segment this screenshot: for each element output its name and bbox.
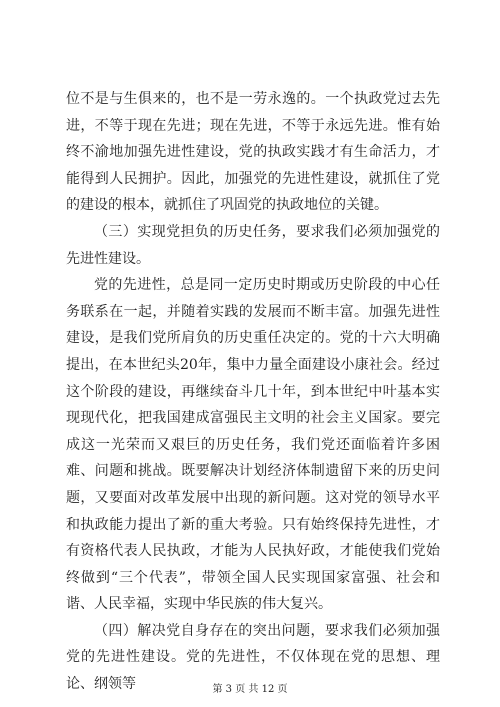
document-body <box>66 86 440 698</box>
paragraph-historical-task: 党的先进性，总是同一定历史时期或历史阶段的中心任务联系在一起，并随着实践的发展而不断丰富。加强先进性建设，是我们党所肩负的历史重任决定的。党的十六大明确提出，在本世纪头20年，集中力量全面建设小康社会。经过这个阶段的建设，再继续奋斗几十年，到本世纪中叶基本实现现代化，把我国建成富强民主文明的社会主义国家。要完成这一光荣而又艰巨的历史任务，我们党还面临着许多困难、问题和挑战。既要解决计划经济体制遗留下来的历史问题，又要面对改革发展中出现的新问题。这对党的领导水平和执政能力提出了新的重大考验。只有始终保持先进性，才有资格代表人民执政，才能为人民执好政，才能使我们党始终做到“三个代表”，带领全国人民实现国家富强、社会和谐、人民幸福，实现中华民族的伟大复兴。 <box>66 277 440 613</box>
paragraph-continuation: 位不是与生俱来的，也不是一劳永逸的。一个执政党过去先进，不等于现在先进；现在先进，不等于永远先进。惟有始终不渝地加强先进性建设，党的执政实践才有生命活力，才能得到人民拥护。因此，加强党的先进性建设，就抓住了党的建设的根本，就抓住了巩固党的执政地位的关键。 <box>66 91 440 214</box>
page-number-footer: 第 3 页 共 12 页 <box>212 684 288 695</box>
paragraph-section-four-heading: （四）解决党自身存在的突出问题，要求我们必须加强党的先进性建设。党的先进性，不仅体现在党的思想、理论、纲领等 <box>66 622 440 693</box>
paragraph-section-three-heading: （三）实现党担负的历史任务，要求我们必须加强党的先进性建设。 <box>66 223 440 267</box>
